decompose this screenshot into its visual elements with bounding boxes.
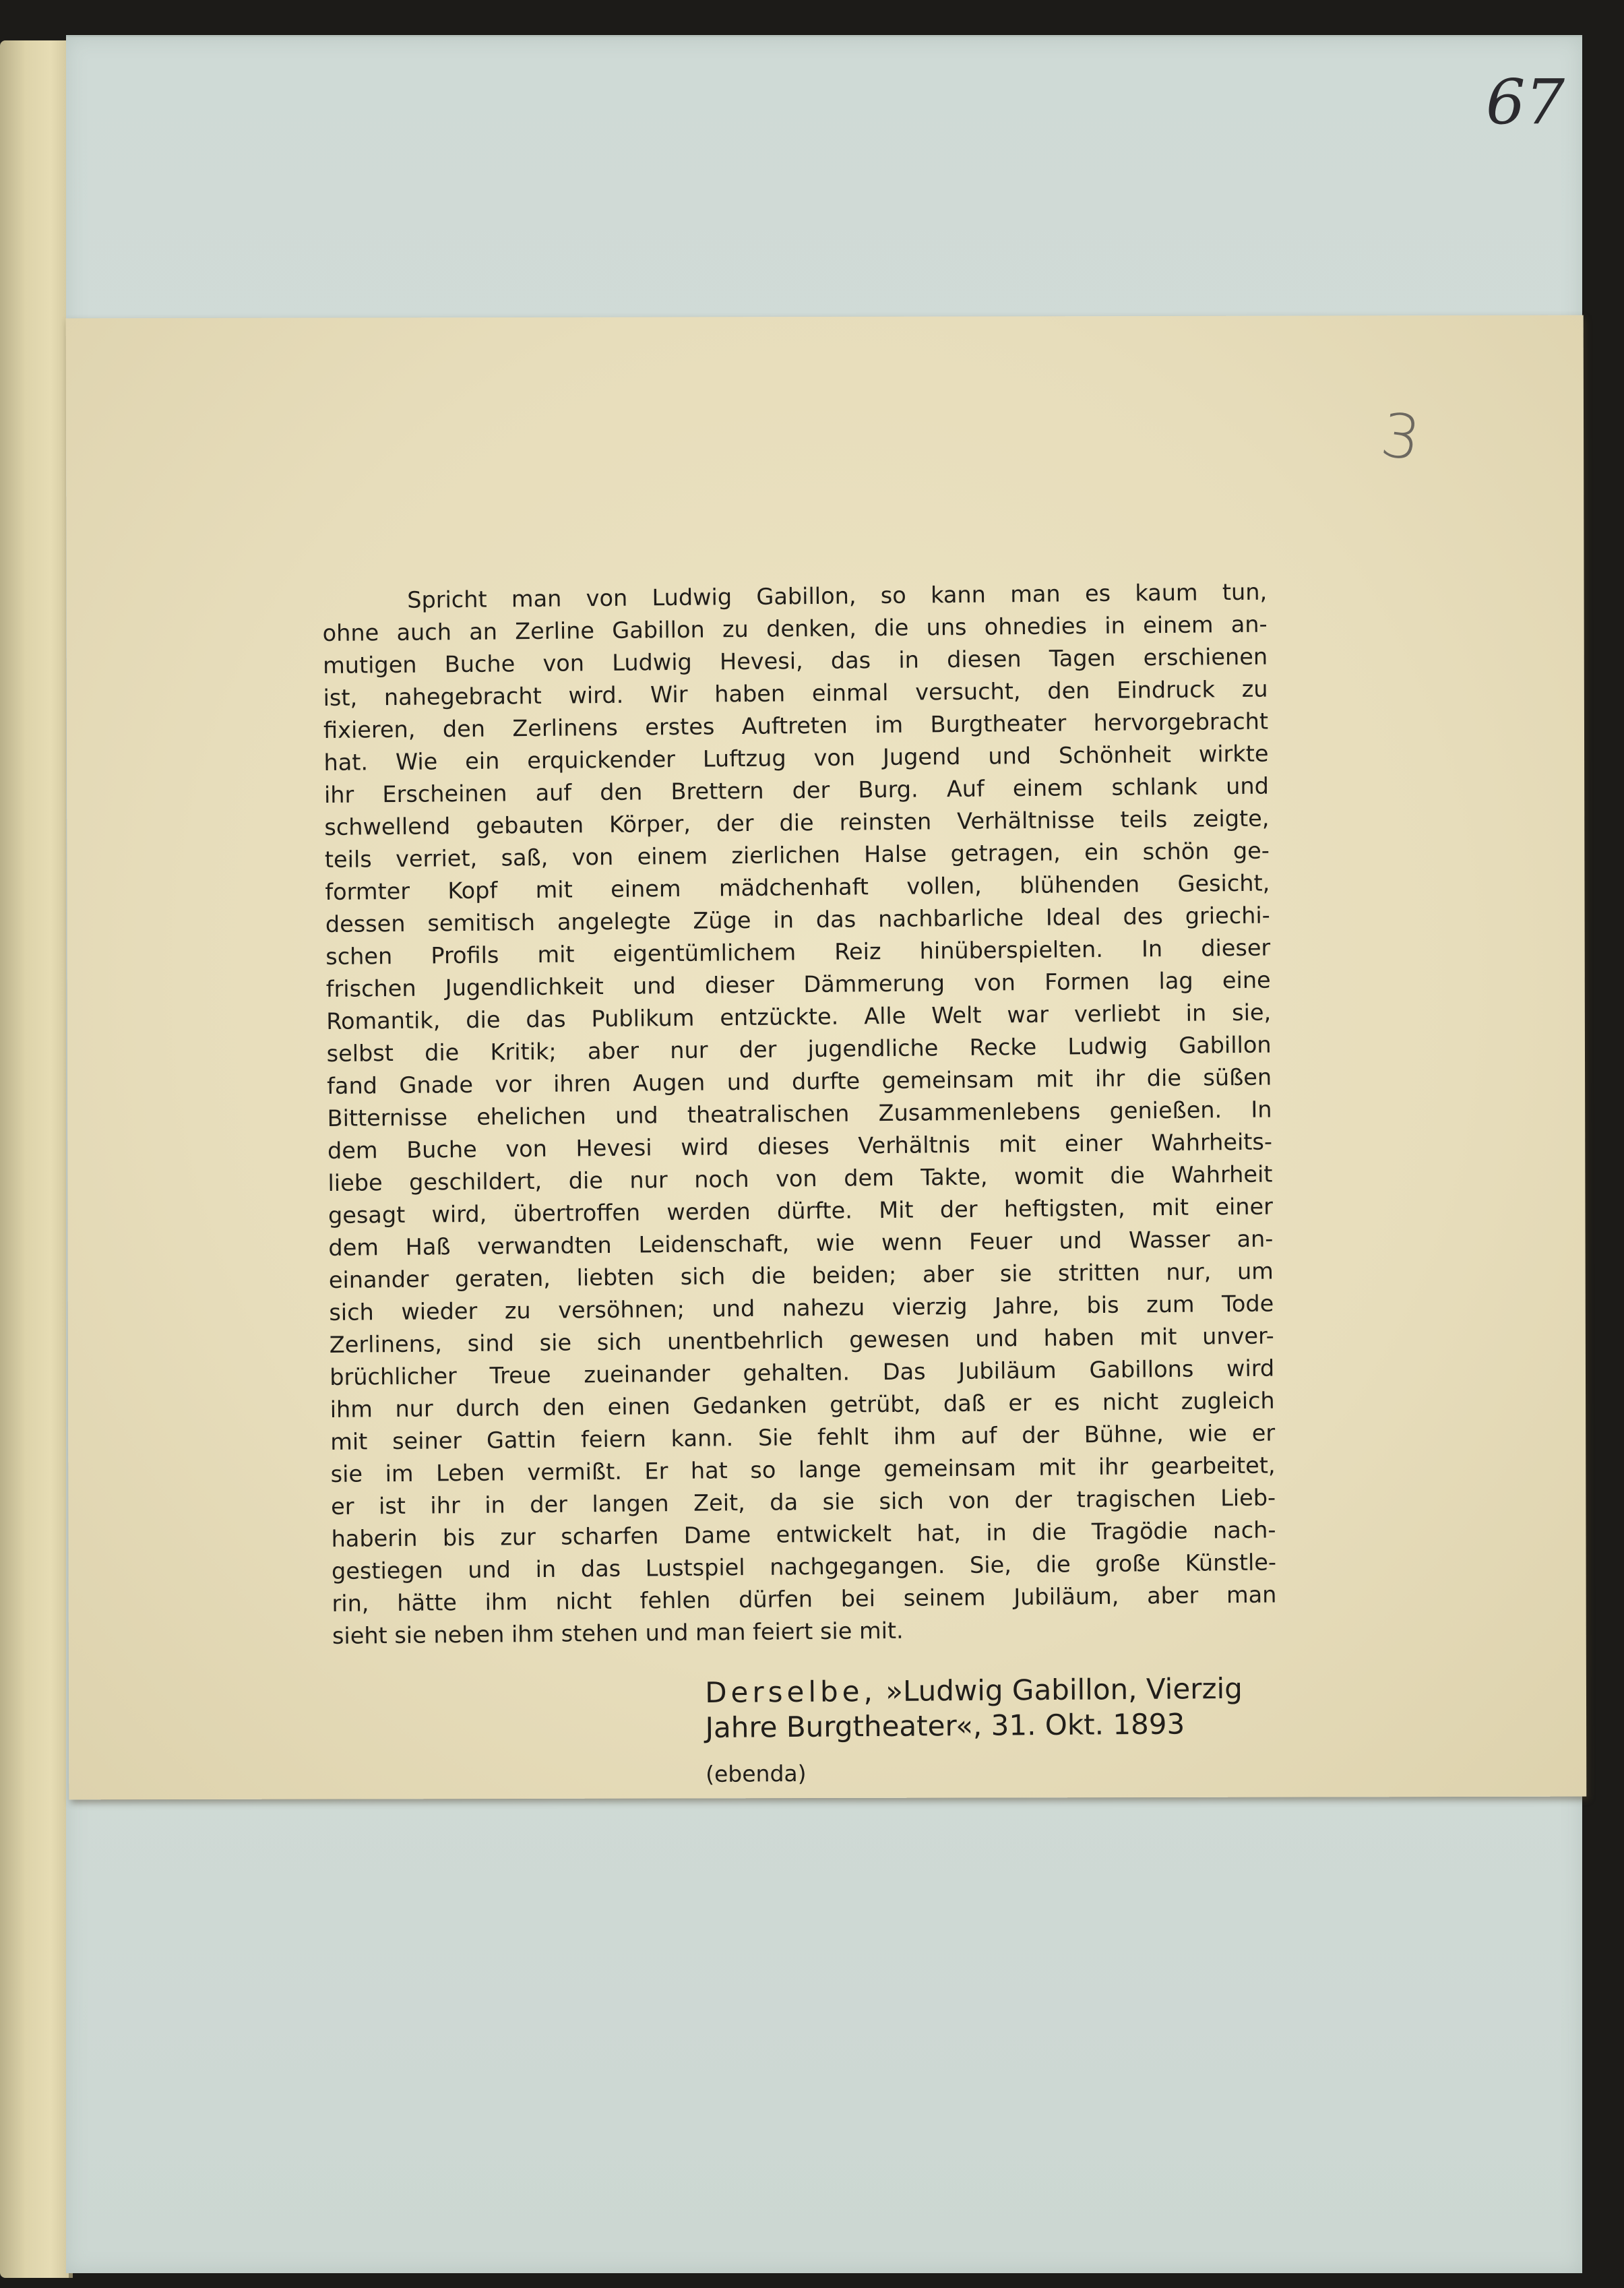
article-line: selbst die Kritik; aber nur der jugendliche Recke Ludwig Gabillon	[326, 1031, 1272, 1067]
article-line: Zerlinens, sind sie sich unentbehrlich gewesen und haben mit unver-	[329, 1322, 1274, 1358]
source-note: (ebenda)	[705, 1760, 807, 1787]
article-line: teils verriet, saß, von einem zierlichen Halse getragen, ein schön ge-	[324, 837, 1270, 873]
article-line: dessen semitisch angelegte Züge in das nachbarliche Ideal des griechi-	[325, 902, 1270, 937]
article-line: mutigen Buche von Ludwig Hevesi, das in diesen Tagen erschienen	[322, 643, 1268, 679]
article-line: haberin bis zur scharfen Dame entwickelt hat, in die Tragödie nach-	[331, 1516, 1276, 1552]
article-line: brüchlicher Treue zueinander gehalten. Das Jubiläum Gabillons wird	[330, 1355, 1275, 1390]
article-line: fixieren, den Zerlinens erstes Auftreten im Burgtheater hervorgebracht	[323, 708, 1269, 743]
article-line: schen Profils mit eigentümlichem Reiz hinüberspielten. In dieser	[325, 934, 1271, 970]
article-line: ihr Erscheinen auf den Brettern der Burg. Auf einem schlank und	[323, 772, 1270, 808]
article-line: gestiegen und in das Lustspiel nachgegangen. Sie, die große Künstle-	[331, 1549, 1277, 1584]
article-line: Spricht man von Ludwig Gabillon, so kann man es kaum tun,	[407, 578, 1268, 613]
source-title-part1: »Ludwig Gabillon, Vierzig	[885, 1671, 1243, 1708]
article-line: rin, hätte ihm nicht fehlen dürfen bei seinem Jubiläum, aber man	[332, 1581, 1277, 1617]
article-line: ohne auch an Zerline Gabillon zu denken, die uns ohnedies in einem an-	[322, 611, 1268, 646]
article-line: dem Buche von Hevesi wird dieses Verhältnis mit einer Wahrheits-	[327, 1128, 1273, 1164]
book-page-edge	[0, 40, 73, 2278]
article-line: liebe geschildert, die nur noch von dem Takte, womit die Wahrheit	[327, 1161, 1273, 1196]
article-text	[322, 576, 1277, 1652]
article-line: Romantik, die das Publikum entzückte. Alle Welt war verliebt in sie,	[326, 999, 1272, 1034]
article-line: ist, nahegebracht wird. Wir haben einmal versucht, den Eindruck zu	[323, 675, 1268, 711]
source-title-part2: Jahre Burgtheater«, 31. Okt. 1893	[705, 1707, 1185, 1744]
article-line: frischen Jugendlichkeit und dieser Dämmerung von Formen lag eine	[325, 966, 1271, 1002]
source-author: Derselbe,	[705, 1674, 877, 1709]
folio-number: 67	[1486, 66, 1565, 138]
article-line: er ist ihr in der langen Zeit, da sie sich von der tragischen Lieb-	[330, 1484, 1276, 1520]
article-line: Bitternisse ehelichen und theatralischen Zusammenlebens genießen. In	[327, 1096, 1272, 1132]
article-line: einander geraten, liebten sich die beiden; aber sie stritten nur, um	[328, 1258, 1274, 1293]
article-line: sich wieder zu versöhnen; und nahezu vierzig Jahre, bis zum Tode	[329, 1290, 1274, 1326]
article-line: sie im Leben vermißt. Er hat so lange gemeinsam mit ihr gearbeitet,	[330, 1452, 1276, 1487]
article-line: ihm nur durch den einen Gedanken getrübt, daß er es nicht zugleich	[330, 1387, 1275, 1423]
article-line: formter Kopf mit einem mädchenhaft vollen, blühenden Gesicht,	[325, 869, 1270, 905]
article-line: fand Gnade vor ihren Augen und durfte gemeinsam mit ihr die süßen	[326, 1063, 1272, 1099]
source-line-1	[705, 1671, 1271, 1710]
article-line: dem Haß verwandten Leidenschaft, wie wenn Feuer und Wasser an-	[328, 1225, 1274, 1261]
pencil-mark: 3	[1376, 399, 1425, 475]
article-line: hat. Wie ein erquickender Luftzug von Jugend und Schönheit wirkte	[323, 740, 1269, 776]
article-line: schwellend gebauten Körper, der die reinsten Verhältnisse teils zeigte,	[324, 805, 1270, 840]
article-line: sieht sie neben ihm stehen und man feiert sie mit.	[332, 1617, 904, 1649]
article-line: mit seiner Gattin feiern kann. Sie fehlt ihm auf der Bühne, wie er	[330, 1419, 1276, 1455]
article-line: gesagt wird, übertroffen werden dürfte. Mit der heftigsten, mit einer	[327, 1193, 1274, 1229]
source-citation	[705, 1671, 1272, 1790]
